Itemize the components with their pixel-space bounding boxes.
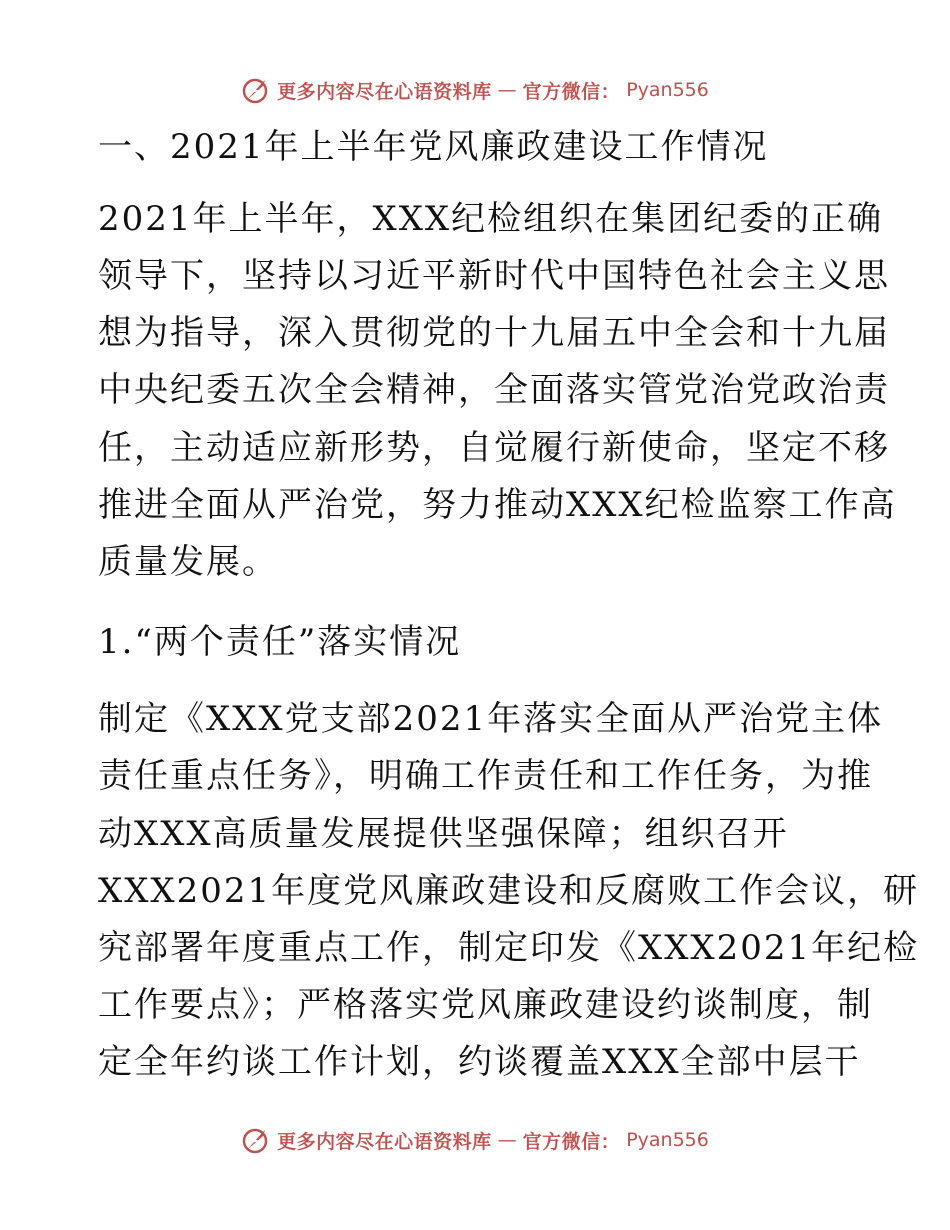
watermark-wechat-id: Pyan556 [626, 1129, 709, 1151]
section-heading: 一、2021年上半年党风廉政建设工作情况 [98, 127, 769, 167]
subsection-heading: 1.“两个责任”落实情况 [98, 622, 462, 662]
watermark-separator: — [497, 79, 517, 101]
paragraph-line: 想为指导，深入贯彻党的十九届五中全会和十九届 [98, 313, 890, 353]
watermark-separator: — [497, 1129, 517, 1151]
paragraph-line: 定全年约谈工作计划，约谈覆盖XXX全部中层干 [98, 1042, 861, 1082]
watermark-main-text: 更多内容尽在心语资料库 [277, 80, 492, 103]
paragraph-line: 领导下，坚持以习近平新时代中国特色社会主义思 [98, 256, 890, 296]
paragraph-line: 2021年上半年，XXX纪检组织在集团纪委的正确 [98, 199, 884, 239]
paragraph-line: 责任重点任务》，明确工作责任和工作任务，为推 [98, 756, 873, 796]
paragraph-line: 究部署年度重点工作，制定印发《XXX2021年纪检 [98, 928, 920, 968]
watermark-official-text: 官方微信： [522, 80, 621, 103]
paragraph-line: 推进全面从严治党，努力推动XXX纪检监察工作高 [98, 485, 897, 525]
quill-seal-icon [241, 1125, 271, 1155]
watermark-official-text: 官方微信： [522, 1130, 621, 1153]
paragraph-line: 质量发展。 [98, 542, 278, 582]
paragraph-line: 工作要点》；严格落实党风廉政建设约谈制度，制 [98, 985, 873, 1025]
watermark-main-text: 更多内容尽在心语资料库 [277, 1130, 492, 1153]
paragraph-line: 中央纪委五次全会精神，全面落实管党治党政治责 [98, 370, 890, 410]
footer-watermark [0, 1120, 950, 1160]
watermark-wechat-id: Pyan556 [626, 79, 709, 101]
paragraph-line: 制定《XXX党支部2021年落实全面从严治党主体 [98, 699, 884, 739]
paragraph-line: 动XXX高质量发展提供坚强保障；组织召开 [98, 814, 789, 854]
paragraph-line: 任，主动适应新形势，自觉履行新使命，坚定不移 [98, 428, 890, 468]
paragraph-line: XXX2021年度党风廉政建设和反腐败工作会议，研 [98, 871, 920, 911]
